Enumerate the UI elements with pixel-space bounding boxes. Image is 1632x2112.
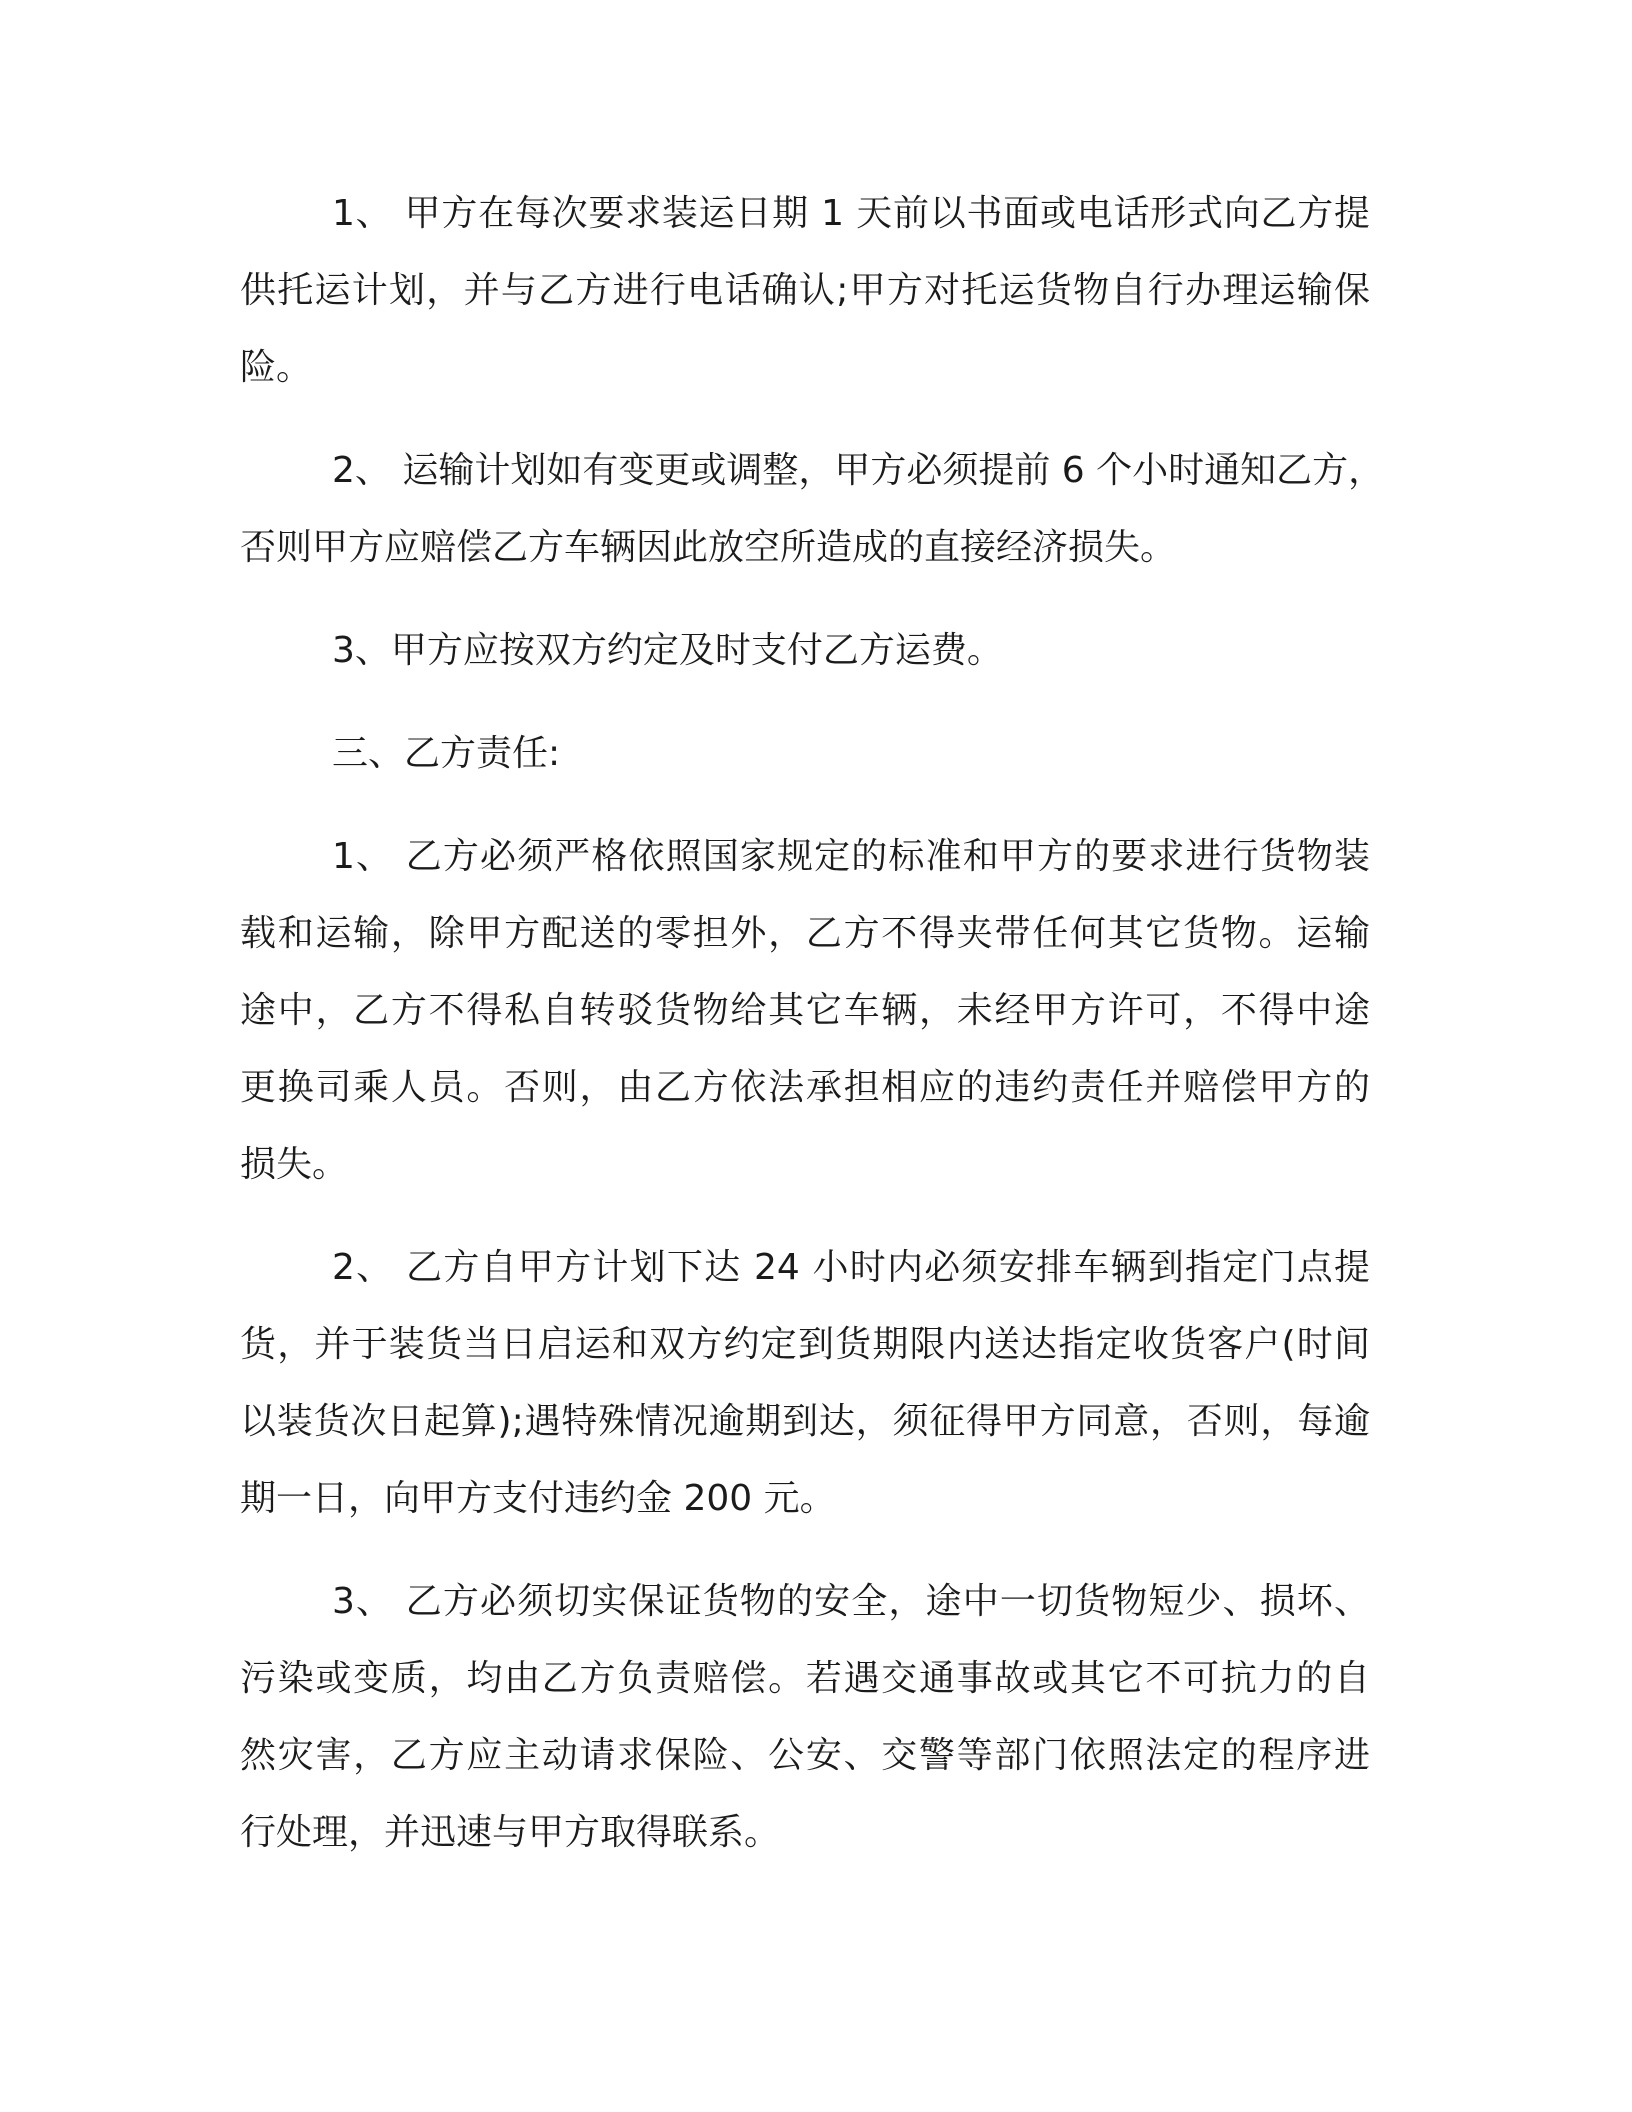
section-heading: [240, 715, 1370, 792]
paragraph-line: 否则甲方应赔偿乙方车辆因此放空所造成的直接经济损失。: [240, 527, 1177, 568]
paragraph-line: 以装货次日起算);遇特殊情况逾期到达，须征得甲方同意，否则，每逾: [240, 1401, 1370, 1442]
paragraph-line: 1、 甲方在每次要求装运日期 1 天前以书面或电话形式向乙方提: [332, 193, 1370, 234]
paragraph-party-b-2: [240, 1229, 1370, 1537]
paragraph-party-a-2: [240, 432, 1385, 586]
paragraph-line: 期一日，向甲方支付违约金 200 元。: [240, 1478, 836, 1519]
document-body: [240, 175, 1385, 1871]
paragraph-line: 途中，乙方不得私自转驳货物给其它车辆，未经甲方许可，不得中途: [240, 990, 1370, 1031]
paragraph-line: 更换司乘人员。否则，由乙方依法承担相应的违约责任并赔偿甲方的: [240, 1067, 1370, 1108]
paragraph-line: 1、 乙方必须严格依照国家规定的标准和甲方的要求进行货物装: [332, 836, 1370, 877]
paragraph-party-b-1: [240, 818, 1370, 1203]
paragraph-party-a-1: [240, 175, 1370, 406]
section-heading-text: 三、乙方责任:: [332, 733, 561, 774]
paragraph-line: 载和运输，除甲方配送的零担外，乙方不得夹带任何其它货物。运输: [240, 913, 1370, 954]
paragraph-line: 行处理，并迅速与甲方取得联系。: [240, 1812, 781, 1853]
paragraph-party-a-3: [240, 612, 1370, 689]
paragraph-line: 2、 运输计划如有变更或调整，甲方必须提前 6 个小时通知乙方，: [332, 450, 1385, 491]
paragraph-line: 2、 乙方自甲方计划下达 24 小时内必须安排车辆到指定门点提: [332, 1247, 1370, 1288]
paragraph-line: 污染或变质，均由乙方负责赔偿。若遇交通事故或其它不可抗力的自: [240, 1658, 1370, 1699]
paragraph-line: 损失。: [240, 1144, 349, 1185]
paragraph-line: 3、甲方应按双方约定及时支付乙方运费。: [332, 630, 1003, 671]
paragraph-party-b-3: [240, 1563, 1370, 1871]
paragraph-line: 供托运计划，并与乙方进行电话确认;甲方对托运货物自行办理运输保: [240, 270, 1370, 311]
paragraph-line: 3、 乙方必须切实保证货物的安全，途中一切货物短少、损坏、: [332, 1581, 1370, 1622]
paragraph-line: 货，并于装货当日启运和双方约定到货期限内送达指定收货客户(时间: [240, 1324, 1370, 1365]
paragraph-line: 然灾害，乙方应主动请求保险、公安、交警等部门依照法定的程序进: [240, 1735, 1370, 1776]
paragraph-line: 险。: [240, 347, 313, 388]
